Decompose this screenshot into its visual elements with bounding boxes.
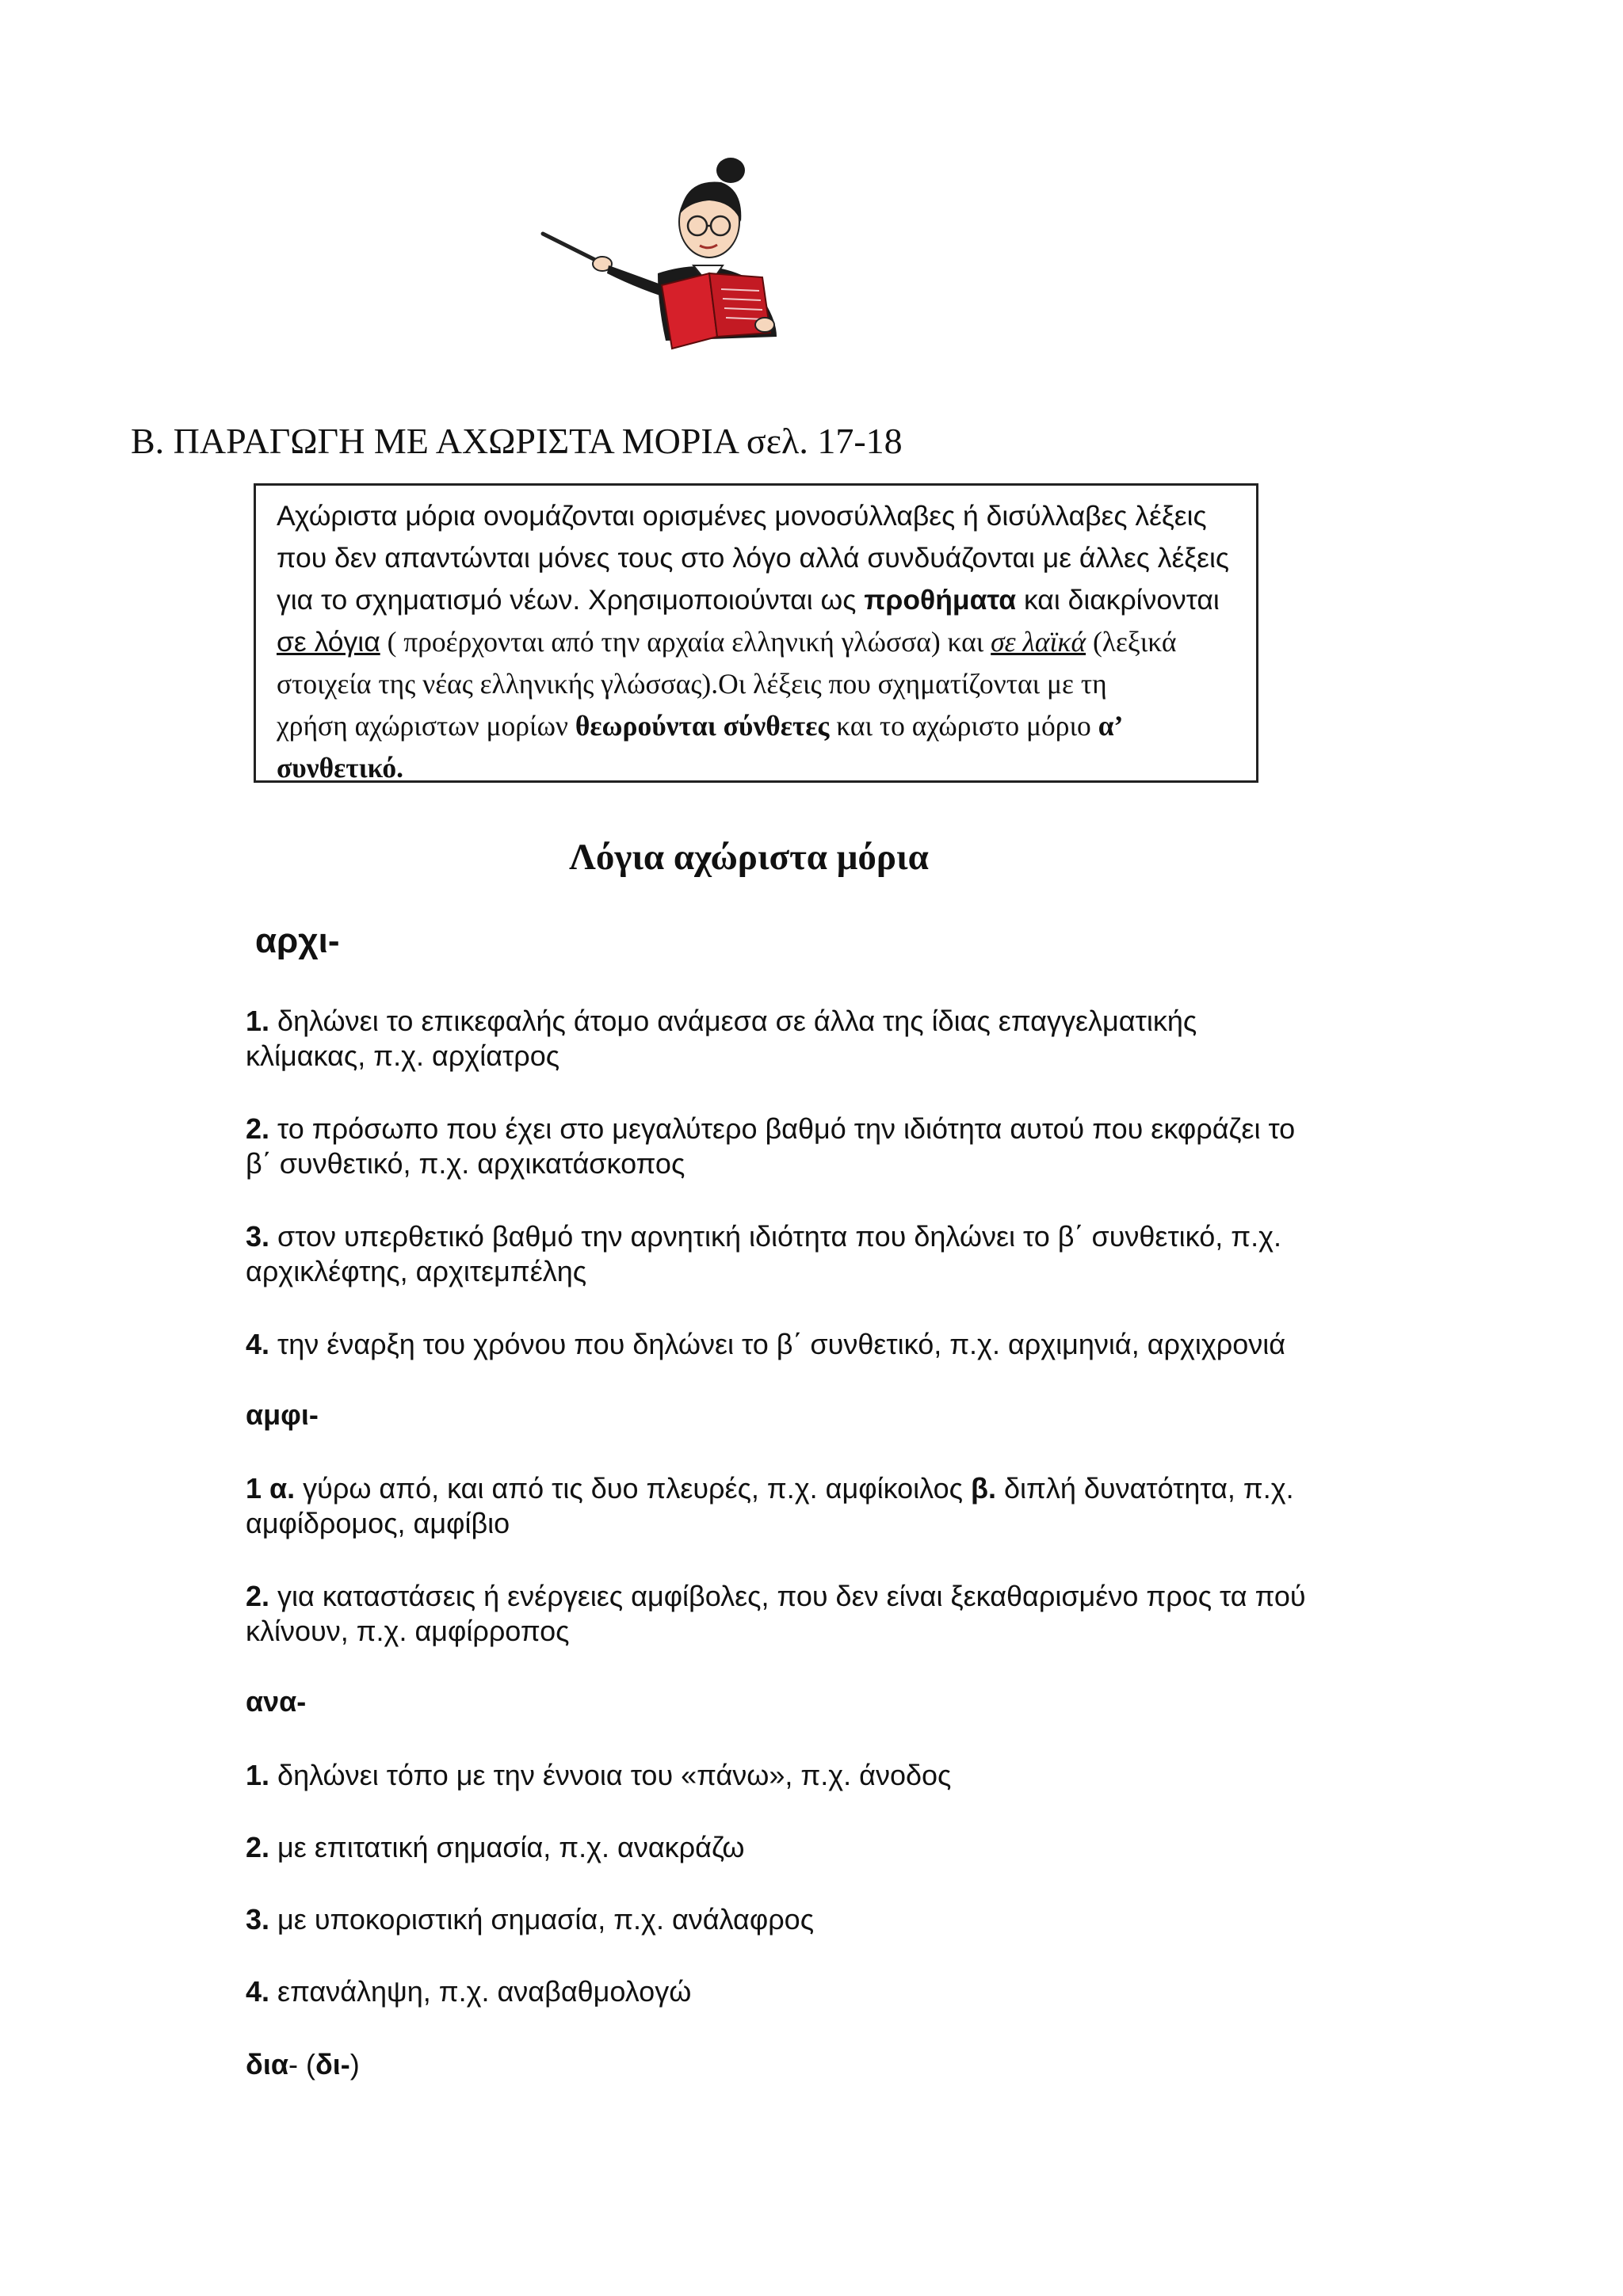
list-item bbox=[246, 1219, 1281, 1289]
prefix-dia-main: δια bbox=[246, 2048, 288, 2081]
prefix-heading-dia bbox=[246, 2048, 360, 2081]
definition-emphasis: συνθετικό. bbox=[277, 752, 403, 784]
list-item-line bbox=[246, 1471, 1294, 1506]
definition-line: στοιχεία της νέας ελληνικής γλώσσας).Οι λέξεις που σχηματίζονται με τη bbox=[277, 668, 1107, 700]
definition-text: και το αχώριστο μόριο bbox=[829, 710, 1098, 742]
section-title: Β. ΠΑΡΑΓΩΓΗ ΜΕ ΑΧΩΡΙΣΤΑ ΜΟΡΙΑ σελ. 17-18 bbox=[131, 421, 903, 461]
item-number: 2. bbox=[246, 1580, 270, 1612]
item-text: για καταστάσεις ή ενέργειες αμφίβολες, που δεν είναι ξεκαθαρισμένο προς τα πού bbox=[269, 1580, 1306, 1612]
definition-text: (λεξικά bbox=[1086, 626, 1177, 658]
definition-text: για το σχηματισμό νέων. Χρησιμοποιούνται ως bbox=[277, 584, 865, 616]
definition-underlined: σε λαϊκά bbox=[991, 626, 1086, 658]
list-item-line bbox=[246, 1004, 1197, 1039]
prefix-dia-alt: δι- bbox=[315, 2048, 350, 2081]
item-number: 1 α. bbox=[246, 1472, 296, 1505]
item-text: την έναρξη του χρόνου που δηλώνει το β΄ συνθετικό, π.χ. αρχιμηνιά, αρχιχρονιά bbox=[269, 1328, 1286, 1360]
list-item-line: αρχικλέφτης, αρχιτεμπέλης bbox=[246, 1255, 587, 1287]
teacher-illustration-icon bbox=[539, 147, 848, 353]
definition-text: ( προέρχονται από την αρχαία ελληνική γλώσσα) και bbox=[380, 626, 991, 658]
list-item-line bbox=[246, 1219, 1281, 1254]
list-item bbox=[246, 1327, 1285, 1362]
item-number: 1. bbox=[246, 1759, 270, 1791]
item-text: δηλώνει το επικεφαλής άτομο ανάμεσα σε άλλα της ίδιας επαγγελματικής bbox=[269, 1005, 1197, 1037]
item-text: με επιτατική σημασία, π.χ. ανακράζω bbox=[269, 1831, 745, 1863]
list-item bbox=[246, 1471, 1294, 1541]
list-item-line bbox=[246, 1579, 1306, 1614]
list-item bbox=[246, 1974, 691, 2009]
item-number: 3. bbox=[246, 1903, 270, 1936]
prefix-dia-sep: - ( bbox=[288, 2048, 315, 2081]
list-item-line bbox=[246, 1112, 1295, 1146]
list-item bbox=[246, 1758, 951, 1793]
definition-line bbox=[277, 579, 1235, 621]
prefix-heading-amfi: αμφι- bbox=[246, 1398, 319, 1431]
prefix-heading-ana: ανα- bbox=[246, 1685, 307, 1718]
prefix-dia-close: ) bbox=[349, 2048, 360, 2081]
definition-box bbox=[254, 483, 1258, 783]
list-item bbox=[246, 1004, 1197, 1074]
item-text: διπλή δυνατότητα, π.χ. bbox=[995, 1472, 1294, 1505]
definition-line bbox=[277, 705, 1235, 747]
item-text: στον υπερθετικό βαθμό την αρνητική ιδιότητα που δηλώνει το β΄ συνθετικό, π.χ. bbox=[269, 1220, 1281, 1253]
prefix-heading-archi: αρχι- bbox=[255, 921, 340, 960]
list-item bbox=[246, 1112, 1295, 1181]
list-item-line: κλίμακας, π.χ. αρχίατρος bbox=[246, 1039, 560, 1072]
definition-emphasis: θεωρούνται σύνθετες bbox=[575, 710, 830, 742]
list-item-line: αμφίδρομος, αμφίβιο bbox=[246, 1507, 510, 1539]
definition-emphasis: α’ bbox=[1098, 710, 1124, 742]
list-item bbox=[246, 1902, 814, 1937]
list-item bbox=[246, 1579, 1306, 1649]
list-item-line bbox=[246, 1758, 951, 1793]
item-number: 4. bbox=[246, 1975, 270, 2008]
definition-emphasis: προθήματα bbox=[864, 584, 1017, 616]
item-number: 2. bbox=[246, 1831, 270, 1863]
item-number: 2. bbox=[246, 1112, 270, 1145]
item-number: 1. bbox=[246, 1005, 270, 1037]
list-item-line bbox=[246, 1974, 691, 2009]
list-item-line bbox=[246, 1902, 814, 1937]
definition-line: που δεν απαντώνται μόνες τους στο λόγο αλλά συνδυάζονται με άλλες λέξεις bbox=[277, 542, 1229, 574]
definition-line bbox=[277, 621, 1235, 663]
item-text: επανάληψη, π.χ. αναβαθμολογώ bbox=[269, 1975, 692, 2008]
item-text: με υποκοριστική σημασία, π.χ. ανάλαφρος bbox=[269, 1903, 815, 1936]
definition-text: και διακρίνονται bbox=[1016, 584, 1220, 616]
list-item-line: β΄ συνθετικό, π.χ. αρχικατάσκοπος bbox=[246, 1147, 685, 1180]
definition-line bbox=[277, 747, 1235, 789]
item-text: γύρω από, και από τις δυο πλευρές, π.χ. αμφίκοιλος bbox=[295, 1472, 971, 1505]
item-number: β. bbox=[970, 1472, 996, 1505]
item-number: 3. bbox=[246, 1220, 270, 1253]
list-item-line bbox=[246, 1830, 745, 1865]
list-item bbox=[246, 1830, 745, 1865]
list-item-line: κλίνουν, π.χ. αμφίρροπος bbox=[246, 1615, 570, 1647]
subtitle: Λόγια αχώριστα μόρια bbox=[569, 837, 929, 878]
list-item-line bbox=[246, 1327, 1285, 1362]
definition-line: Αχώριστα μόρια ονομάζονται ορισμένες μονοσύλλαβες ή δισύλλαβες λέξεις bbox=[277, 500, 1207, 532]
item-number: 4. bbox=[246, 1328, 270, 1360]
definition-text: χρήση αχώριστων μορίων bbox=[277, 710, 575, 742]
item-text: δηλώνει τόπο με την έννοια του «πάνω», π.χ. άνοδος bbox=[269, 1759, 952, 1791]
definition-underlined: σε λόγια bbox=[277, 626, 380, 658]
item-text: το πρόσωπο που έχει στο μεγαλύτερο βαθμό την ιδιότητα αυτού που εκφράζει το bbox=[269, 1112, 1296, 1145]
